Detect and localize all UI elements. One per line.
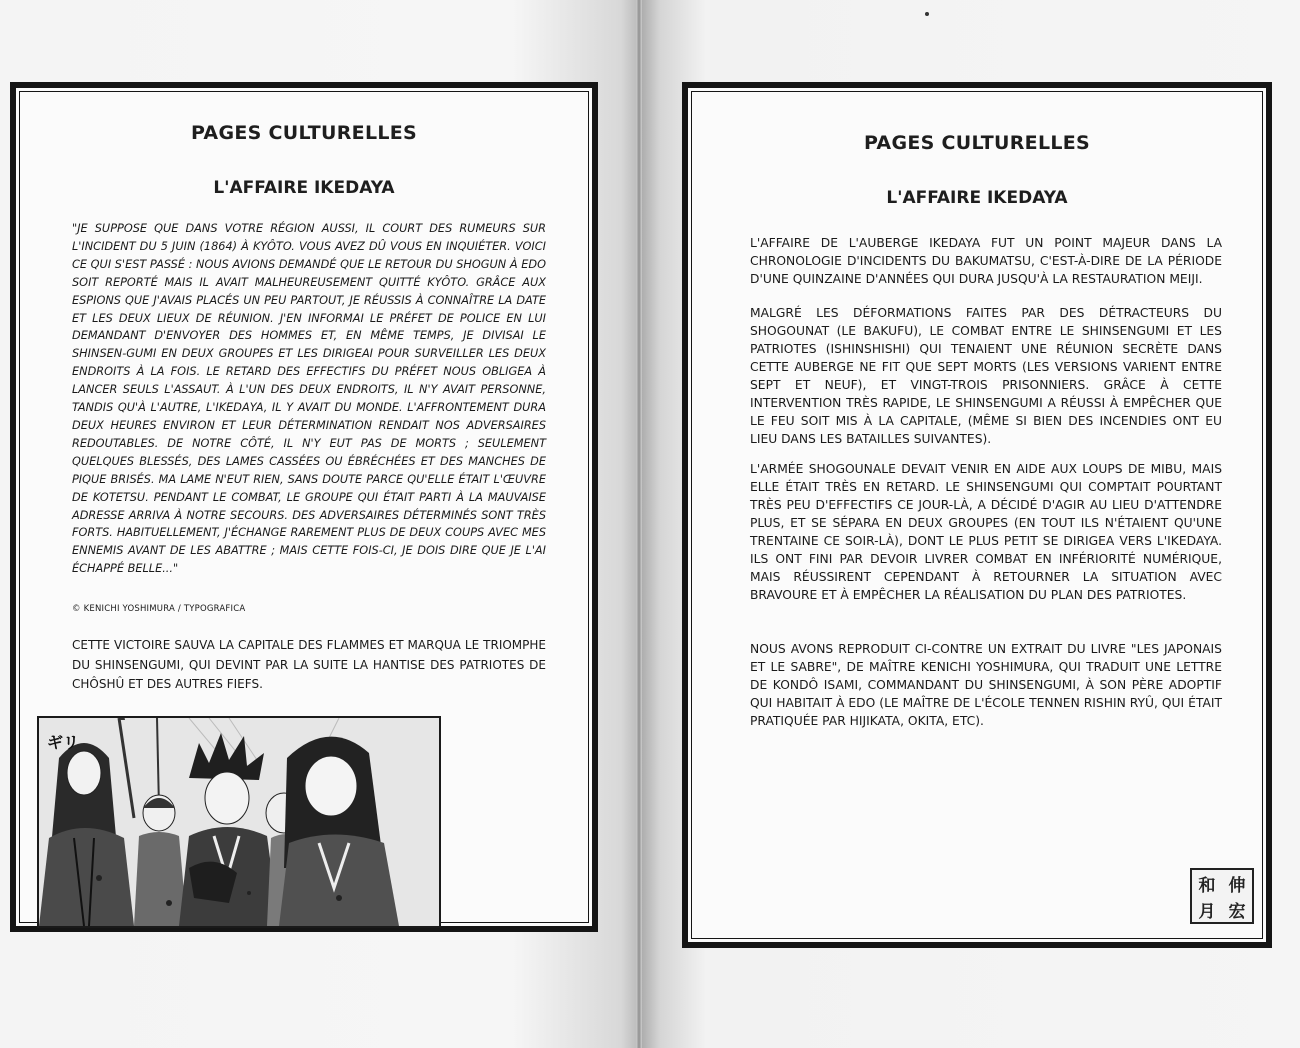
- manga-panel-illustration: [37, 716, 441, 928]
- seal-char: 月: [1198, 901, 1216, 922]
- right-article-frame: [682, 82, 1272, 948]
- right-section-title: PAGES CULTURELLES: [863, 132, 1091, 154]
- left-article-title: L'AFFAIRE IKEDAYA: [213, 178, 395, 198]
- author-hanko-seal: [1190, 868, 1254, 924]
- right-paragraph-1: L'AFFAIRE DE L'AUBERGE IKEDAYA FUT UN POINT MAJEUR DANS LA CHRONOLOGIE D'INCIDENTS DU BAKUMATSU, C'EST-À-DIRE DE LA PÉRIODE D'UNE QUINZAINE D'ANNÉES QUI DURA JUSQU'À LA RESTAURATION MEIJI.: [750, 236, 1222, 286]
- seal-char: 宏: [1228, 901, 1246, 922]
- print-speck: [925, 12, 929, 16]
- seal-char: 和: [1198, 875, 1216, 896]
- shinsengumi-characters-drawing: [39, 718, 439, 926]
- right-paragraph-2: MALGRÉ LES DÉFORMATIONS FAITES PAR DES DÉTRACTEURS DU SHOGOUNAT (LE BAKUFU), LE COMBAT ENTRE LE SHINSENGUMI ET LES PATRIOTES (ISHINSHISHI) QUI TENAIENT UNE RÉUNION SECRÈTE DANS CETTE AUBERGE NE FIT QUE SEPT MORTS (LES VERSIONS VARIENT ENTRE SEPT ET NEUF), ET VINGT-TROIS PRISONNIERS. GRÂCE À CETTE INTERVENTION TRÈS RAPIDE, LE SHINSENGUMI A RÉUSSI À EMPÊCHER QUE LE FEU SOIT MIS À LA CAPITALE, (MÊME SI BIEN DES INCENDIES ONT EU LIEU DANS LES BATAILLES SUIVANTES).: [750, 306, 1222, 446]
- panel-sfx: ギリ: [47, 733, 80, 752]
- right-paragraph-4: NOUS AVONS REPRODUIT CI-CONTRE UN EXTRAIT DU LIVRE "LES JAPONAIS ET LE SABRE", DE MAÎTRE KENICHI YOSHIMURA, QUI TRADUIT UNE LETTRE DE KONDÔ ISAMI, COMMANDANT DU SHINSENGUMI, À SON PÈRE ADOPTIF QUI HABITAIT À EDO (LE MAÎTRE DE L'ÉCOLE TENNEN RISHIN RYÛ, QUI ÉTAIT PRATIQUÉE PAR HIJIKATA, OKITA, ETC).: [750, 642, 1222, 728]
- right-paragraph-3: L'ARMÉE SHOGOUNALE DEVAIT VENIR EN AIDE AUX LOUPS DE MIBU, MAIS ELLE ÉTAIT TRÈS EN RETARD. LE SHINSENGUMI QUI COMPTAIT POURTANT TRÈS PEU D'EFFECTIFS CE JOUR-LÀ, A DÉCIDÉ D'AGIR AU LIEU D'ATTENDRE PLUS, ET SE SÉPARA EN DEUX GROUPES (EN TOUT ILS N'ÉTAIENT QU'UNE TRENTAINE CE SOIR-LÀ), DONT LE PLUS PETIT SE DIRIGEA VERS L'IKEDAYA. ILS ONT FINI PAR DEVOIR LIVRER COMBAT EN INFÉRIORITÉ NUMÉRIQUE, MAIS RÉUSSIRENT CEPENDANT À RETOURNER LA SITUATION AVEC BRAVOURE ET À EMPÊCHER LA RÉALISATION DU PLAN DES PATRIOTES.: [750, 462, 1222, 602]
- left-article-frame: [10, 82, 598, 932]
- quote-credit: © KENICHI YOSHIMURA / TYPOGRAFICA: [72, 604, 246, 614]
- left-paragraph: CETTE VICTOIRE SAUVA LA CAPITALE DES FLAMMES ET MARQUA LE TRIOMPHE DU SHINSENGUMI, QUI DEVINT PAR LA SUITE LA HANTISE DES PATRIOTES DE CHÔSHÛ ET DES AUTRES FIEFS.: [72, 638, 546, 691]
- left-section-title: PAGES CULTURELLES: [190, 122, 418, 144]
- book-gutter: [636, 0, 642, 1048]
- right-article-title: L'AFFAIRE IKEDAYA: [886, 188, 1068, 208]
- seal-char: 伸: [1228, 875, 1246, 896]
- kondo-letter-quote: "JE SUPPOSE QUE DANS VOTRE RÉGION AUSSI, IL COURT DES RUMEURS SUR L'INCIDENT DU 5 JUIN (1864) À KYÔTO. VOUS AVEZ DÛ VOUS EN INQUIÉTER. VOICI CE QUI S'EST PASSÉ : NOUS AVIONS DEMANDÉ QUE LE RETOUR DU SHOGUN À EDO SOIT REPORTÉ MAIS IL AVAIT MALHEUREUSEMENT QUITTÉ KYÔTO. GRÂCE AUX ESPIONS QUE J'AVAIS PLACÉS UN PEU PARTOUT, JE RÉUSSIS À CONNAÎTRE LA DATE ET LES DEUX LIEUX DE RÉUNION. J'EN INFORMAI LE PRÉFET DE POLICE EN LUI DEMANDANT D'ENVOYER DES HOMMES ET, EN MÊME TEMPS, JE DIVISAI LE SHINSEN-GUMI EN DEUX GROUPES ET LES DIRIGEAI POUR SURVEILLER LES DEUX ENDROITS À LA FOIS. LE RETARD DES EFFECTIFS DU PRÉFET NOUS OBLIGEA À LANCER SEULS L'ASSAUT. À L'UN DES DEUX ENDROITS, IL N'Y AVAIT PERSONNE, TANDIS QU'À L'AUTRE, L'IKEDAYA, IL Y AVAIT DU MONDE. L'AFFRONTEMENT DURA DEUX HEURES ENVIRON ET LEUR DÉTERMINATION RENDAIT NOS ADVERSAIRES REDOUTABLES. DE NOTRE CÔTÉ, IL N'Y EUT PAS DE MORTS ; SEULEMENT QUELQUES BLESSÉS, DES LAMES CASSÉES OU ÉBRÉCHÉES ET DES MANCHES DE PIQUE BRISÉS. MA LAME N'EUT RIEN, SANS DOUTE PARCE QU'ELLE ÉTAIT L'ŒUVRE DE KOTETSU. PENDANT LE COMBAT, LE GROUPE QUI ÉTAIT PARTI À LA MAUVAISE ADRESSE ARRIVA À NOTRE SECOURS. DES ADVERSAIRES DÉTERMINÉS SONT TRÈS FORTS. HABITUELLEMENT, J'ÉCHANGE RAREMENT PLUS DE DEUX COUPS AVEC MES ENNEMIS AVANT DE LES ABATTRE ; MAIS CETTE FOIS-CI, JE DOIS DIRE QUE JE L'AI ÉCHAPPÉ BELLE...": [72, 222, 546, 576]
